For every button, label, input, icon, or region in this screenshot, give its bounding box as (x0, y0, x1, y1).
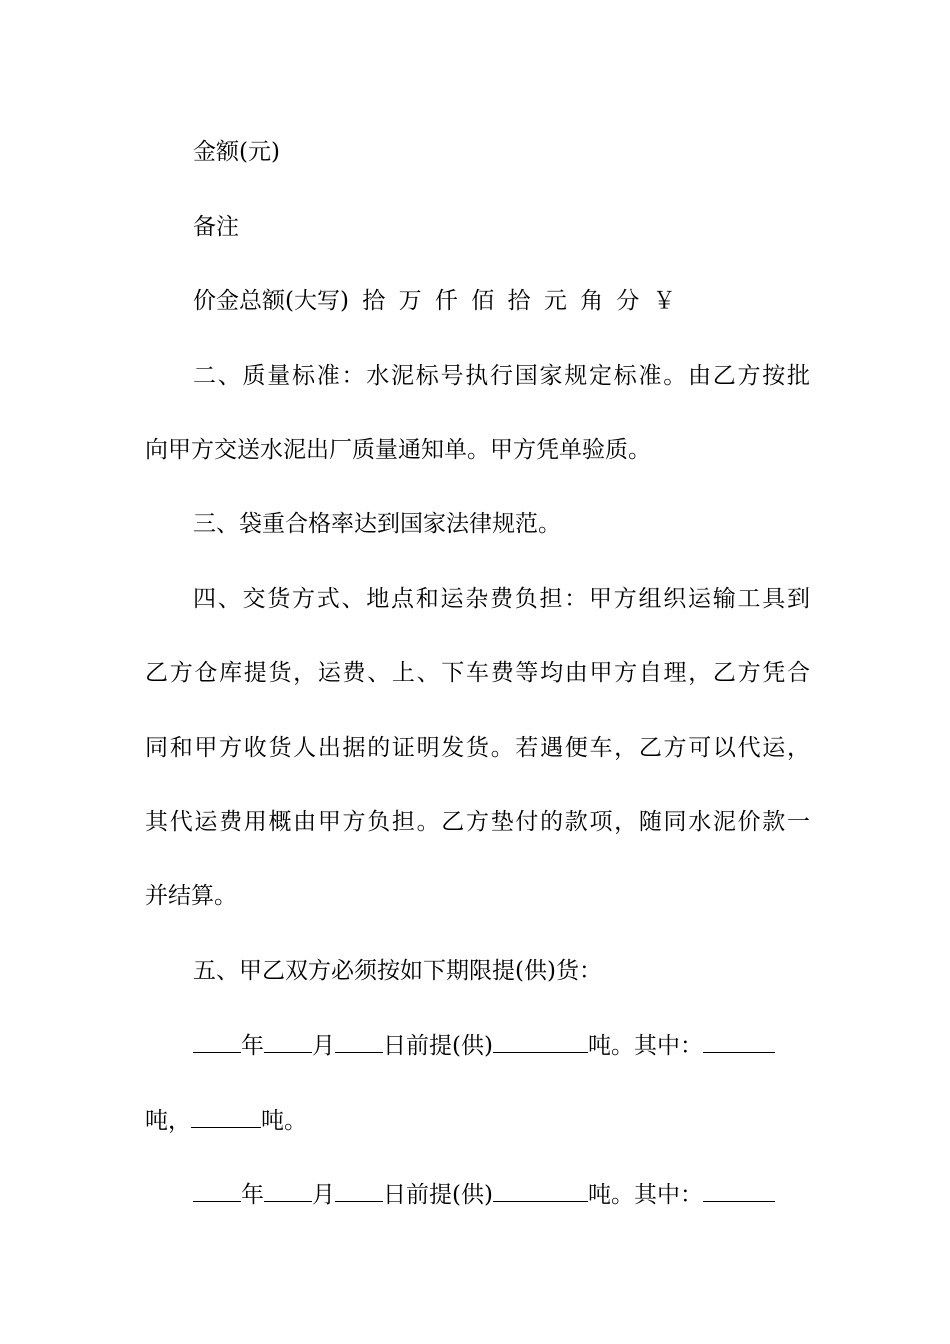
tonnage-blank[interactable] (493, 1179, 588, 1202)
delivery-line-1: 四、交货方式、地点和运杂费负担：甲方组织运输工具到 (193, 586, 810, 612)
tonnage-blank[interactable] (493, 1030, 588, 1053)
delivery-line-5: 并结算。 (145, 883, 237, 909)
day-blank[interactable] (335, 1179, 383, 1202)
bag-weight-clause: 三、袋重合格率达到国家法律规范。 (193, 511, 561, 537)
sub-tonnage-blank[interactable] (703, 1179, 775, 1202)
quality-standard-line-1: 二、质量标准：水泥标号执行国家规定标准。由乙方按批 (193, 363, 810, 389)
ton-of-which-label: 吨。其中： (587, 1033, 703, 1059)
year-blank[interactable] (193, 1030, 241, 1053)
ton-of-which-label: 吨。其中： (587, 1182, 703, 1208)
day-prefix-label: 日前提(供) (383, 1033, 493, 1059)
month-label: 月 (312, 1033, 335, 1059)
year-label: 年 (241, 1033, 264, 1059)
day-blank[interactable] (335, 1030, 383, 1053)
schedule-row-1 (193, 1030, 810, 1061)
delivery-line-4: 其代运费用概由甲方负担。乙方垫付的款项，随同水泥价款一 (145, 809, 810, 835)
quality-standard-line-2: 向甲方交送水泥出厂质量通知单。甲方凭单验质。 (145, 437, 651, 463)
year-label: 年 (241, 1182, 264, 1208)
month-blank[interactable] (264, 1030, 312, 1053)
day-prefix-label: 日前提(供) (383, 1182, 493, 1208)
amount-header: 金额(元) (193, 139, 280, 165)
schedule-intro: 五、甲乙双方必须按如下期限提(供)货： (193, 958, 602, 984)
total-amount-line: 价金总额(大写) 拾 万 仟 佰 拾 元 角 分 ￥ (193, 288, 676, 314)
month-label: 月 (312, 1182, 335, 1208)
month-blank[interactable] (264, 1179, 312, 1202)
ton-comma-label: 吨， (145, 1108, 191, 1134)
ton-end-label: 吨。 (261, 1108, 307, 1134)
remarks-header: 备注 (193, 214, 239, 240)
schedule-row-2 (193, 1179, 810, 1210)
sub-tonnage-blank-2[interactable] (191, 1105, 261, 1128)
schedule-row-1-cont (145, 1105, 810, 1136)
year-blank[interactable] (193, 1179, 241, 1202)
delivery-line-3: 同和甲方收货人出据的证明发货。若遇便车，乙方可以代运， (145, 735, 810, 761)
sub-tonnage-blank[interactable] (703, 1030, 775, 1053)
delivery-line-2: 乙方仓库提货，运费、上、下车费等均由甲方自理，乙方凭合 (145, 660, 810, 686)
